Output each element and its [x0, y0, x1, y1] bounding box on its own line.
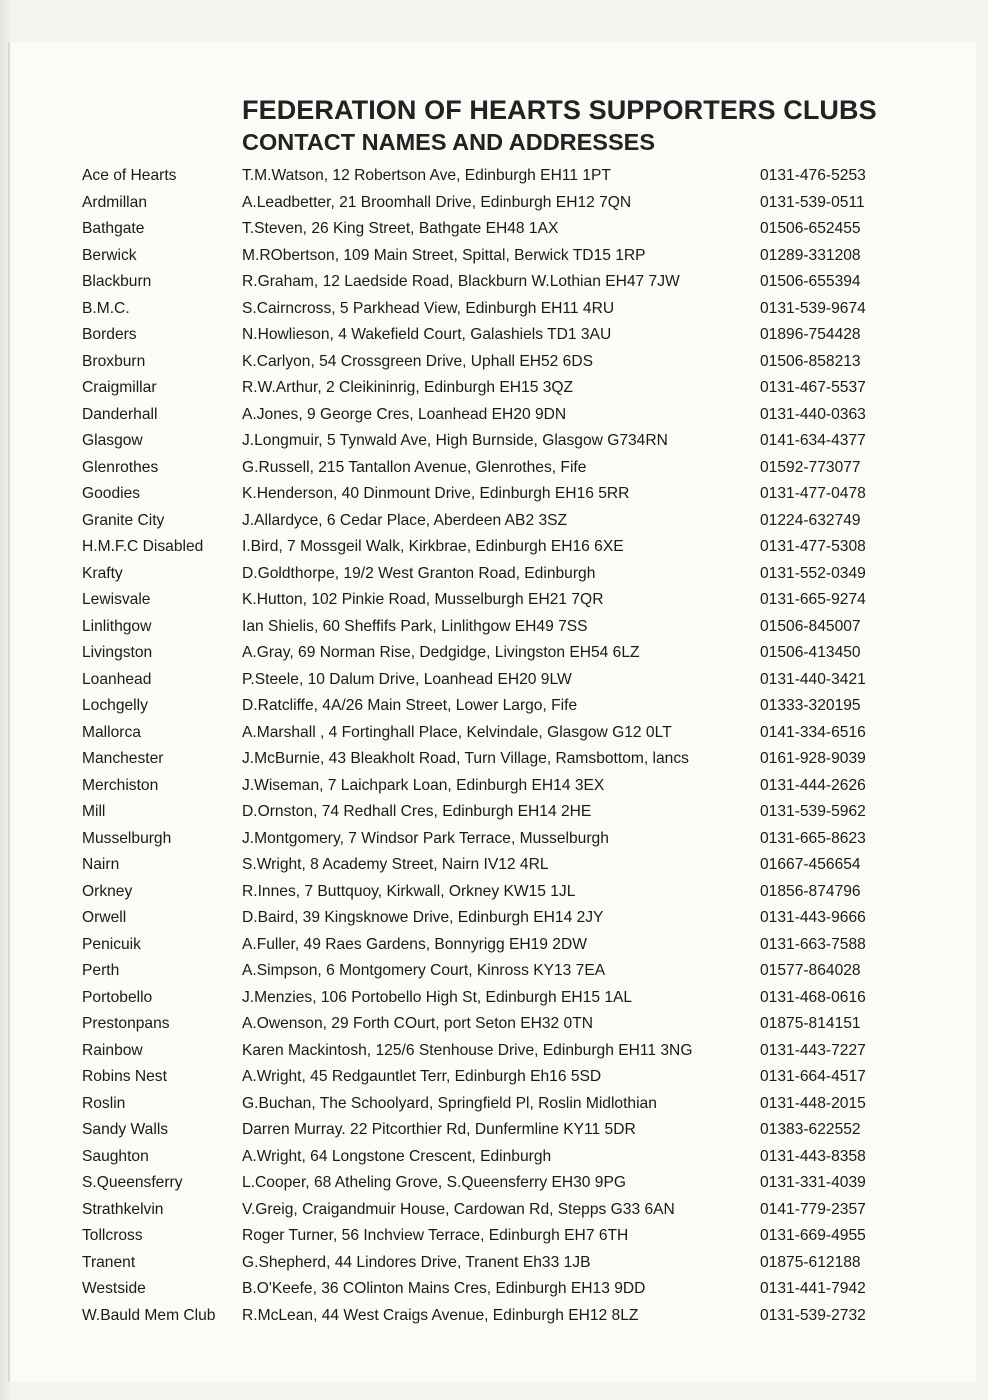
contact-address: I.Bird, 7 Mossgeil Walk, Kirkbrae, Edinburgh EH16 6XE	[242, 538, 624, 555]
list-item	[82, 1091, 962, 1118]
contact-address: M.RObertson, 109 Main Street, Spittal, Berwick TD15 1RP	[242, 246, 646, 264]
contact-address: R.Innes, 7 Buttquoy, Kirkwall, Orkney KW15 1JL	[242, 882, 576, 900]
list-item	[82, 1011, 962, 1038]
contact-address: G.Buchan, The Schoolyard, Springfield Pl, Roslin Midlothian	[242, 1094, 657, 1112]
list-item	[82, 1303, 962, 1330]
contact-address: K.Carlyon, 54 Crossgreen Drive, Uphall EH52 6DS	[242, 352, 594, 370]
phone-number: 0131-476-5253	[760, 167, 866, 184]
club-name: Manchester	[82, 750, 164, 767]
club-name: Livingston	[82, 644, 153, 661]
list-item	[82, 932, 962, 959]
list-item	[82, 614, 962, 641]
club-name: Linlithgow	[82, 617, 152, 635]
contact-address: B.O'Keefe, 36 COlinton Mains Cres, Edinburgh EH13 9DD	[242, 1280, 646, 1297]
list-item	[82, 402, 962, 429]
club-name: Danderhall	[82, 405, 158, 423]
club-name: Borders	[82, 326, 137, 343]
list-item	[82, 640, 962, 667]
club-name: Krafty	[82, 564, 123, 582]
list-item	[82, 322, 962, 349]
list-item	[82, 1038, 962, 1065]
club-name: Granite City	[82, 511, 165, 529]
club-name: Glenrothes	[82, 458, 159, 476]
club-name: Sandy Walls	[82, 1121, 169, 1138]
page-spine	[0, 0, 10, 1400]
club-name: Robins Nest	[82, 1068, 167, 1085]
list-item	[82, 587, 962, 614]
list-item	[82, 269, 962, 296]
contact-address: K.Henderson, 40 Dinmount Drive, Edinburgh EH16 5RR	[242, 485, 630, 502]
list-item	[82, 428, 962, 455]
phone-number: 0131-665-9274	[760, 591, 866, 608]
list-item	[82, 349, 962, 376]
list-item	[82, 799, 962, 826]
list-item	[82, 720, 962, 747]
phone-number: 0131-477-0478	[760, 485, 866, 502]
contact-address: R.Graham, 12 Laedside Road, Blackburn W.Lothian EH47 7JW	[242, 273, 680, 290]
phone-number: 0131-443-8358	[760, 1147, 866, 1165]
contact-address: J.McBurnie, 43 Bleakholt Road, Turn Village, Ramsbottom, lancs	[242, 750, 689, 767]
phone-number: 01506-413450	[760, 644, 861, 661]
phone-number: 0131-448-2015	[760, 1094, 866, 1112]
contact-address: T.Steven, 26 King Street, Bathgate EH48 1AX	[242, 220, 559, 237]
club-name: Lewisvale	[82, 591, 151, 608]
phone-number: 0131-441-7942	[760, 1280, 866, 1297]
list-item	[82, 958, 962, 985]
contact-address: L.Cooper, 68 Atheling Grove, S.Queensferry EH30 9PG	[242, 1174, 626, 1191]
phone-number: 0131-331-4039	[760, 1174, 866, 1191]
contact-address: D.Goldthorpe, 19/2 West Granton Road, Edinburgh	[242, 564, 596, 582]
phone-number: 0131-552-0349	[760, 564, 866, 582]
contact-address: D.Baird, 39 Kingsknowe Drive, Edinburgh EH14 2JY	[242, 909, 604, 926]
page-title: FEDERATION OF HEARTS SUPPORTERS CLUBS	[242, 95, 877, 125]
club-name: Nairn	[82, 856, 120, 873]
list-item	[82, 1223, 962, 1250]
list-item	[82, 852, 962, 879]
contact-address: T.M.Watson, 12 Robertson Ave, Edinburgh EH11 1PT	[242, 167, 611, 184]
list-item	[82, 508, 962, 535]
list-item	[82, 190, 962, 217]
club-name: Westside	[82, 1280, 146, 1297]
phone-number: 0141-634-4377	[760, 432, 866, 449]
list-item	[82, 534, 962, 561]
contact-address: Karen Mackintosh, 125/6 Stenhouse Drive, Edinburgh EH11 3NG	[242, 1041, 693, 1059]
contact-address: G.Shepherd, 44 Lindores Drive, Tranent Eh33 1JB	[242, 1253, 591, 1271]
phone-number: 0131-663-7588	[760, 935, 866, 953]
phone-number: 0141-779-2357	[760, 1200, 866, 1218]
contact-address: Ian Shielis, 60 Sheffifs Park, Linlithgow EH49 7SS	[242, 617, 588, 635]
list-item	[82, 773, 962, 800]
phone-number: 01896-754428	[760, 326, 861, 343]
contact-address: G.Russell, 215 Tantallon Avenue, Glenrothes, Fife	[242, 458, 587, 476]
phone-number: 0161-928-9039	[760, 750, 866, 767]
club-name: Bathgate	[82, 220, 145, 237]
contact-address: V.Greig, Craigandmuir House, Cardowan Rd, Stepps G33 6AN	[242, 1200, 675, 1218]
list-item	[82, 905, 962, 932]
contact-address: S.Cairncross, 5 Parkhead View, Edinburgh EH11 4RU	[242, 299, 615, 317]
phone-number: 0131-539-2732	[760, 1306, 866, 1324]
club-name: Ace of Hearts	[82, 167, 177, 184]
club-name: Craigmillar	[82, 379, 157, 396]
phone-number: 0131-539-0511	[760, 193, 865, 211]
club-name: B.M.C.	[82, 299, 130, 317]
phone-number: 0131-443-9666	[760, 909, 866, 926]
phone-number: 01875-612188	[760, 1253, 861, 1271]
club-name: Saughton	[82, 1147, 149, 1165]
list-item	[82, 296, 962, 323]
contact-list	[82, 163, 962, 1329]
list-item	[82, 375, 962, 402]
club-name: Broxburn	[82, 352, 146, 370]
contact-address: N.Howlieson, 4 Wakefield Court, Galashiels TD1 3AU	[242, 326, 612, 343]
club-name: W.Bauld Mem Club	[82, 1306, 216, 1324]
contact-address: A.Jones, 9 George Cres, Loanhead EH20 9DN	[242, 405, 567, 423]
club-name: S.Queensferry	[82, 1174, 183, 1191]
club-name: Lochgelly	[82, 697, 148, 714]
phone-number: 01383-622552	[760, 1121, 861, 1138]
list-item	[82, 243, 962, 270]
club-name: Blackburn	[82, 273, 152, 290]
phone-number: 0131-440-0363	[760, 405, 866, 423]
contact-address: A.Leadbetter, 21 Broomhall Drive, Edinburgh EH12 7QN	[242, 193, 632, 211]
phone-number: 0131-477-5308	[760, 538, 866, 555]
phone-number: 01506-845007	[760, 617, 861, 635]
list-item	[82, 826, 962, 853]
list-item	[82, 455, 962, 482]
contact-address: P.Steele, 10 Dalum Drive, Loanhead EH20 9LW	[242, 670, 572, 688]
contact-address: J.Wiseman, 7 Laichpark Loan, Edinburgh EH14 3EX	[242, 776, 605, 794]
list-item	[82, 1170, 962, 1197]
phone-number: 01667-456654	[760, 856, 861, 873]
club-name: Roslin	[82, 1094, 126, 1112]
list-item	[82, 746, 962, 773]
contact-address: A.Owenson, 29 Forth COurt, port Seton EH32 0TN	[242, 1015, 594, 1032]
contact-address: D.Ratcliffe, 4A/26 Main Street, Lower Largo, Fife	[242, 697, 578, 714]
phone-number: 0131-440-3421	[760, 670, 866, 688]
list-item	[82, 561, 962, 588]
club-name: Perth	[82, 962, 120, 979]
contact-address: J.Montgomery, 7 Windsor Park Terrace, Musselburgh	[242, 829, 609, 847]
club-name: Mallorca	[82, 723, 141, 741]
phone-number: 01506-858213	[760, 352, 861, 370]
club-name: Goodies	[82, 485, 141, 502]
club-name: Merchiston	[82, 776, 159, 794]
header	[242, 94, 877, 156]
phone-number: 01289-331208	[760, 246, 861, 264]
contact-address: R.W.Arthur, 2 Cleikininrig, Edinburgh EH15 3QZ	[242, 379, 574, 396]
contact-address: Darren Murray. 22 Pitcorthier Rd, Dunfermline KY11 5DR	[242, 1121, 636, 1138]
phone-number: 0131-444-2626	[760, 776, 866, 794]
contact-address: A.Wright, 45 Redgauntlet Terr, Edinburgh Eh16 5SD	[242, 1068, 602, 1085]
phone-number: 0131-665-8623	[760, 829, 866, 847]
list-item	[82, 667, 962, 694]
phone-number: 01506-655394	[760, 273, 861, 290]
club-name: Berwick	[82, 246, 137, 264]
club-name: Mill	[82, 803, 106, 820]
club-name: Strathkelvin	[82, 1200, 164, 1218]
contact-address: D.Ornston, 74 Redhall Cres, Edinburgh EH14 2HE	[242, 803, 592, 820]
phone-number: 01875-814151	[760, 1015, 861, 1032]
phone-number: 0141-334-6516	[760, 723, 866, 741]
phone-number: 0131-664-4517	[760, 1068, 866, 1085]
club-name: Orkney	[82, 882, 133, 900]
club-name: Penicuik	[82, 935, 141, 953]
phone-number: 01577-864028	[760, 962, 861, 979]
club-name: Rainbow	[82, 1041, 143, 1059]
phone-number: 0131-468-0616	[760, 988, 866, 1006]
list-item	[82, 1250, 962, 1277]
club-name: Prestonpans	[82, 1015, 170, 1032]
contact-address: R.McLean, 44 West Craigs Avenue, Edinburgh EH12 8LZ	[242, 1306, 639, 1324]
club-name: Tranent	[82, 1253, 136, 1271]
list-item	[82, 1117, 962, 1144]
phone-number: 01856-874796	[760, 882, 861, 900]
contact-address: A.Fuller, 49 Raes Gardens, Bonnyrigg EH19 2DW	[242, 935, 587, 953]
page-subtitle: CONTACT NAMES AND ADDRESSES	[242, 129, 656, 155]
contact-address: K.Hutton, 102 Pinkie Road, Musselburgh EH21 7QR	[242, 591, 604, 608]
contact-address: A.Simpson, 6 Montgomery Court, Kinross KY13 7EA	[242, 962, 606, 979]
list-item	[82, 693, 962, 720]
phone-number: 0131-539-9674	[760, 299, 866, 317]
phone-number: 01592-773077	[760, 458, 861, 476]
list-item	[82, 985, 962, 1012]
phone-number: 01333-320195	[760, 697, 861, 714]
phone-number: 0131-539-5962	[760, 803, 866, 820]
contact-address: A.Wright, 64 Longstone Crescent, Edinburgh	[242, 1147, 552, 1165]
list-item	[82, 216, 962, 243]
phone-number: 0131-443-7227	[760, 1041, 866, 1059]
club-name: Glasgow	[82, 432, 143, 449]
club-name: Portobello	[82, 988, 153, 1006]
contact-address: J.Menzies, 106 Portobello High St, Edinburgh EH15 1AL	[242, 988, 633, 1006]
contact-address: A.Gray, 69 Norman Rise, Dedgidge, Livingston EH54 6LZ	[242, 644, 640, 661]
contact-address: A.Marshall , 4 Fortinghall Place, Kelvindale, Glasgow G12 0LT	[242, 723, 672, 741]
list-item	[82, 1276, 962, 1303]
phone-number: 0131-467-5537	[760, 379, 866, 396]
phone-number: 0131-669-4955	[760, 1227, 866, 1244]
contact-address: J.Longmuir, 5 Tynwald Ave, High Burnside, Glasgow G734RN	[242, 432, 668, 449]
club-name: Loanhead	[82, 670, 152, 688]
list-item	[82, 163, 962, 190]
list-item	[82, 1064, 962, 1091]
club-name: H.M.F.C Disabled	[82, 538, 204, 555]
contact-address: S.Wright, 8 Academy Street, Nairn IV12 4RL	[242, 856, 549, 873]
phone-number: 01224-632749	[760, 511, 861, 529]
phone-number: 01506-652455	[760, 220, 861, 237]
club-name: Musselburgh	[82, 829, 172, 847]
club-name: Orwell	[82, 909, 127, 926]
list-item	[82, 879, 962, 906]
list-item	[82, 1197, 962, 1224]
list-item	[82, 481, 962, 508]
contact-address: J.Allardyce, 6 Cedar Place, Aberdeen AB2 3SZ	[242, 511, 568, 529]
contact-address: Roger Turner, 56 Inchview Terrace, Edinburgh EH7 6TH	[242, 1227, 629, 1244]
list-item	[82, 1144, 962, 1171]
club-name: Ardmillan	[82, 193, 147, 211]
club-name: Tollcross	[82, 1227, 143, 1244]
